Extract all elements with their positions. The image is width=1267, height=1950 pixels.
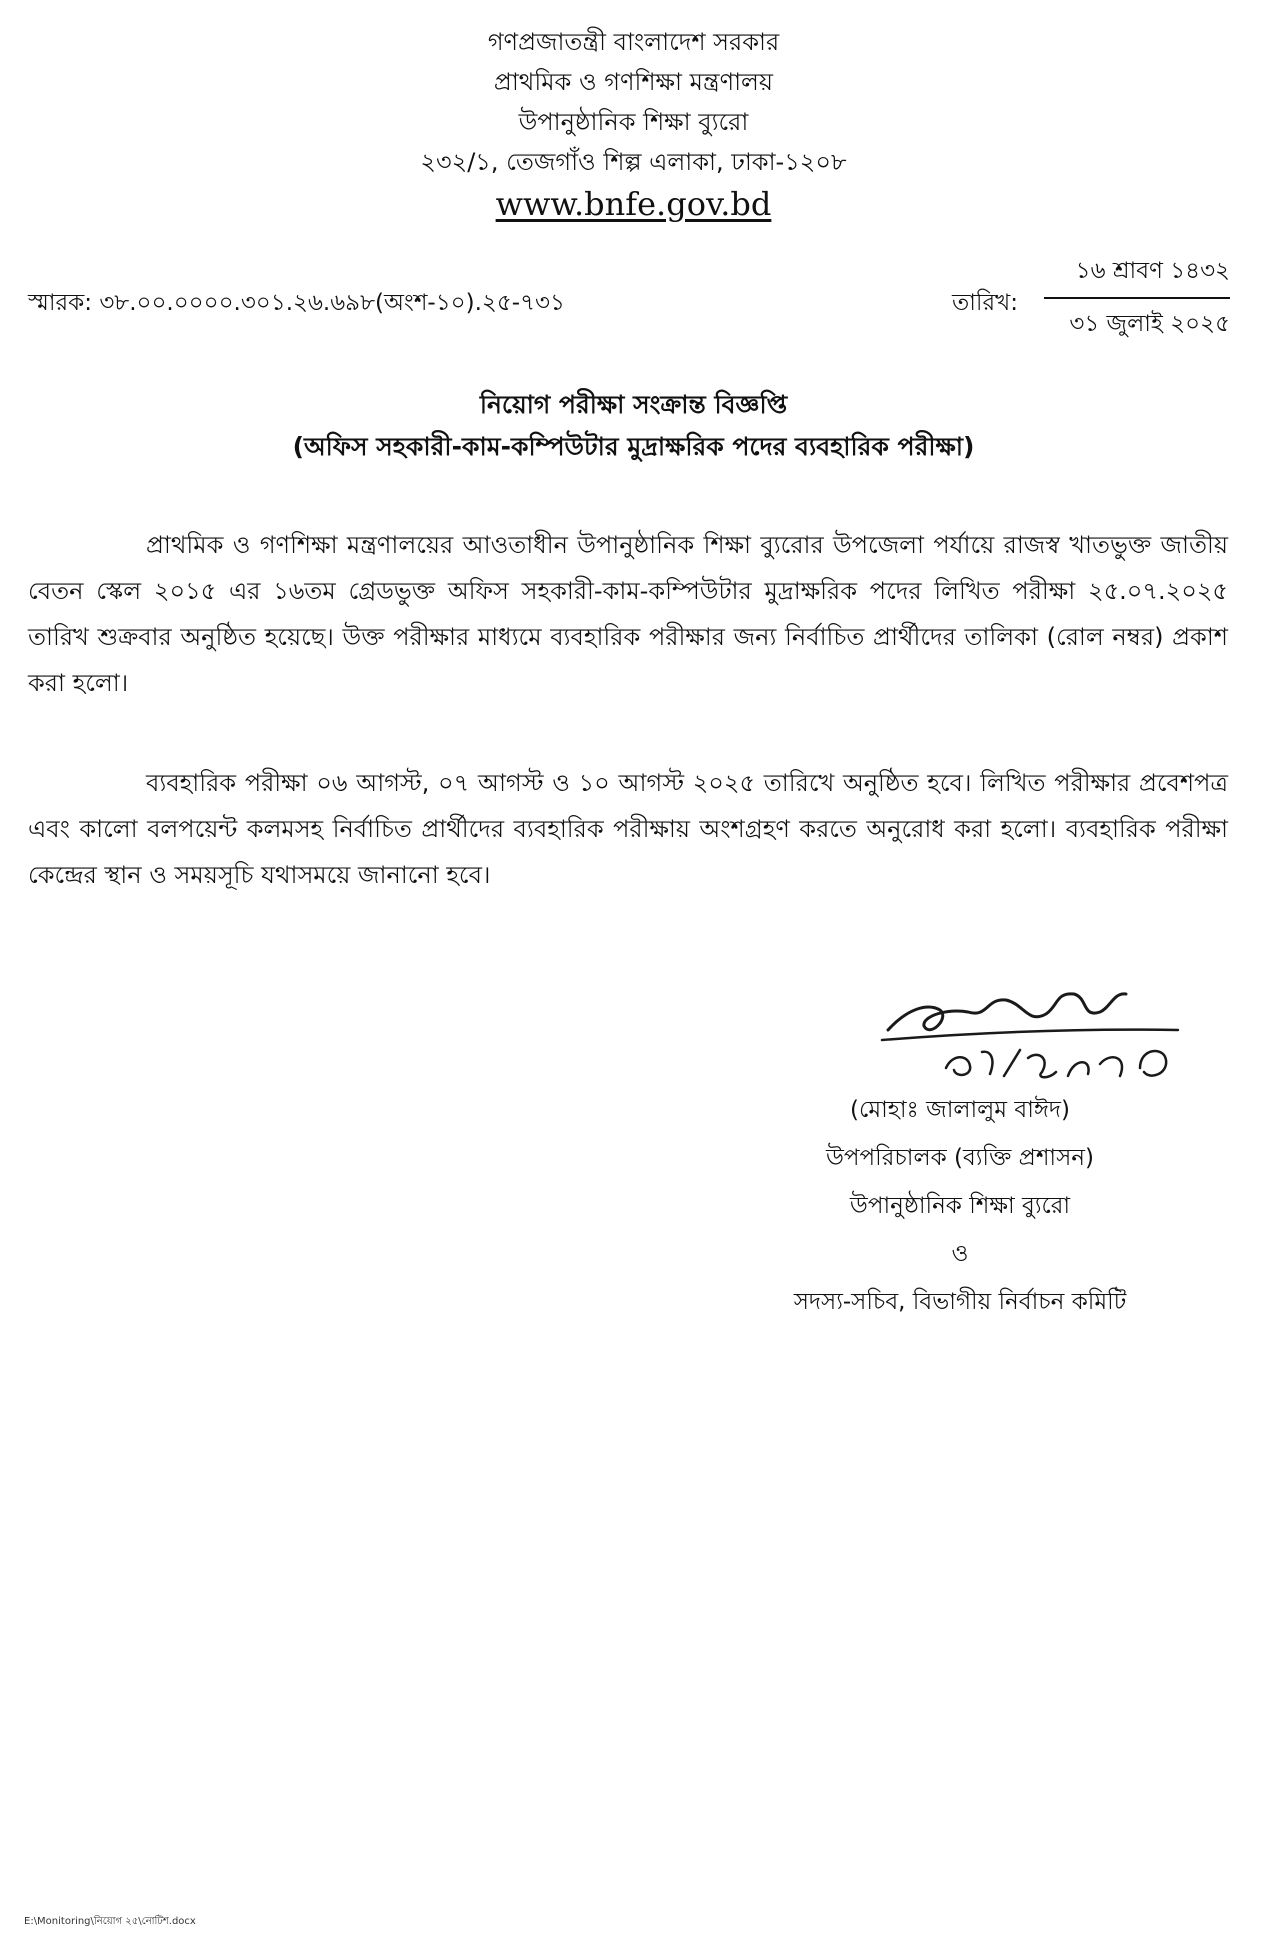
signatory-office: উপানুষ্ঠানিক শিক্ষা ব্যুরো	[849, 1193, 1071, 1219]
signatory-block	[740, 1086, 1180, 1326]
signatory-name: (মোহাঃ জালালুম বাঈদ)	[850, 1097, 1070, 1123]
bureau-name: উপানুষ্ঠানিক শিক্ষা ব্যুরো	[518, 108, 749, 136]
letterhead	[0, 22, 1267, 226]
office-address: ২৩২/১, তেজগাঁও শিল্প এলাকা, ঢাকা-১২০৮	[420, 148, 847, 176]
date-english: ৩১ জুলাই ২০২৫	[1069, 311, 1230, 337]
notice-title	[0, 384, 1267, 468]
date-block	[1044, 252, 1230, 344]
handwritten-signature	[878, 978, 1238, 1088]
notice-title-line2: (অফিস সহকারী-কাম-কম্পিউটার মুদ্রাক্ষরিক পদের ব্যবহারিক পরীক্ষা)	[292, 432, 975, 461]
government-name: গণপ্রজাতন্ত্রী বাংলাদেশ সরকার	[487, 28, 780, 56]
website-link[interactable]: www.bnfe.gov.bd	[495, 185, 772, 223]
body-paragraph-2: ব্যবহারিক পরীক্ষা ০৬ আগস্ট, ০৭ আগস্ট ও ১০ আগস্ট ২০২৫ তারিখে অনুষ্ঠিত হবে। লিখিত পরীক্ষার প্রবেশপত্র এবং কালো বলপয়েন্ট কলমসহ নির্বাচিত প্রার্থীদের ব্যবহারিক পরীক্ষায় অংশগ্রহণ করতে অনুরোধ করা হলো। ব্যবহারিক পরীক্ষা কেন্দ্রের স্থান ও সময়সূচি যথাসময়ে জানানো হবে।	[28, 769, 1228, 889]
notice-title-line1: নিয়োগ পরীক্ষা সংক্রান্ত বিজ্ঞপ্তি	[479, 390, 788, 419]
file-path-footer: E:\Monitoring\নিয়োগ ২৫\নোটিশ.docx	[24, 1916, 196, 1927]
signatory-role: সদস্য-সচিব, বিভাগীয় নির্বাচন কমিটি	[793, 1289, 1127, 1315]
ministry-name: প্রাথমিক ও গণশিক্ষা মন্ত্রণালয়	[493, 68, 774, 96]
date-label: তারিখ:	[952, 290, 1019, 316]
signatory-conjunction: ও	[951, 1241, 969, 1267]
body-paragraph-1: প্রাথমিক ও গণশিক্ষা মন্ত্রণালয়ের আওতাধীন উপানুষ্ঠানিক শিক্ষা ব্যুরোর উপজেলা পর্যায়ে রাজস্ব খাতভুক্ত জাতীয় বেতন স্কেল ২০১৫ এর ১৬তম গ্রেডভুক্ত অফিস সহকারী-কাম-কম্পিউটার মুদ্রাক্ষরিক পদের লিখিত পরীক্ষা ২৫.০৭.২০২৫ তারিখ শুক্রবার অনুষ্ঠিত হয়েছে। উক্ত পরীক্ষার মাধ্যমে ব্যবহারিক পরীক্ষার জন্য নির্বাচিত প্রার্থীদের তালিকা (রোল নম্বর) প্রকাশ করা হলো।	[28, 531, 1228, 697]
memo-number: স্মারক: ৩৮.০০.০০০০.৩০১.২৬.৬৯৮(অংশ-১০).২৫-৭৩১	[28, 290, 565, 316]
signatory-designation: উপপরিচালক (ব্যক্তি প্রশাসন)	[825, 1145, 1094, 1171]
date-bangla: ১৬ শ্রাবণ ১৪৩২	[1044, 252, 1230, 299]
